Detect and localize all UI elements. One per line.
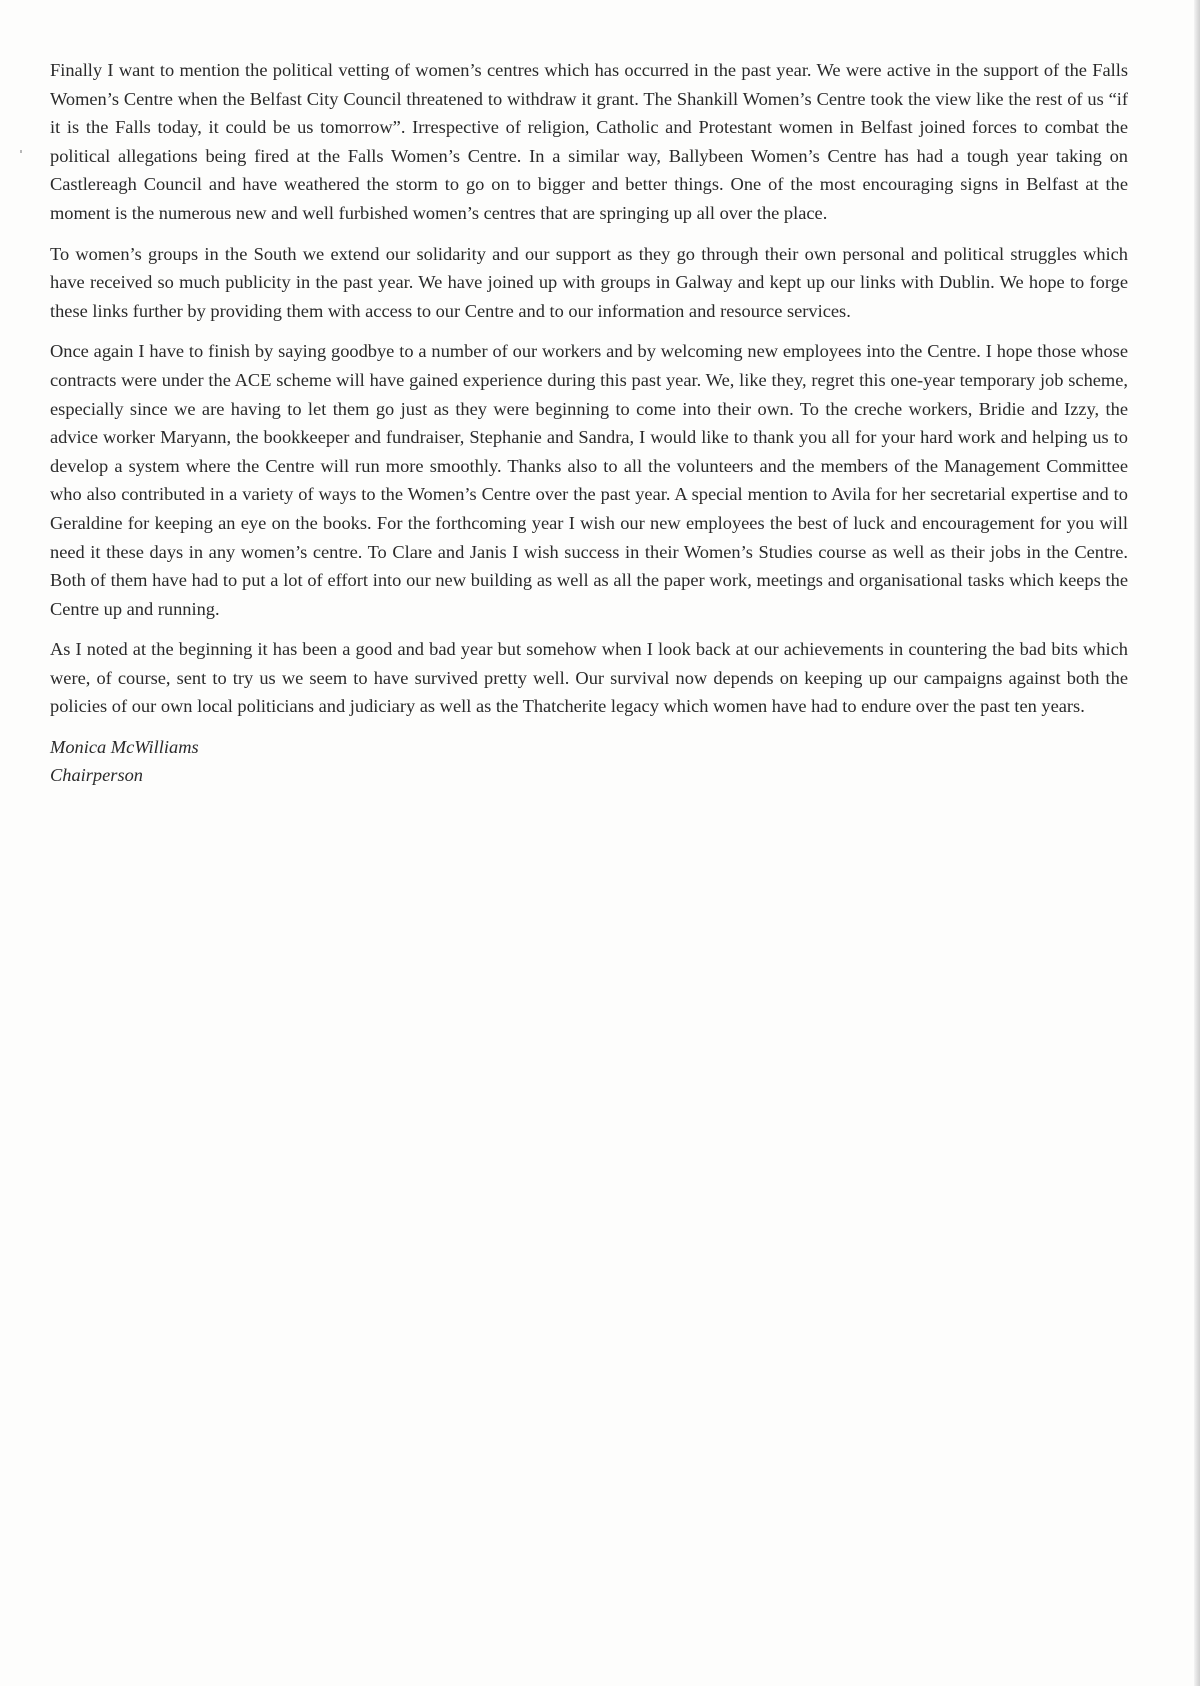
signature-role: Chairperson [50, 765, 143, 786]
paragraph-closing: As I noted at the beginning it has been a good and bad year but somehow when I look back at our achievements in countering the bad bits which were, of course, sent to try us we seem to have survived pretty well. Our survival now depends on keeping up our campaigns against both the policies of our own local politicians and judiciary as well as the Thatcherite legacy which women have had to endure over the past ten years. [50, 639, 1128, 717]
signature-name: Monica McWilliams [50, 737, 199, 758]
scan-speck [20, 150, 22, 153]
paragraph-staff-thanks: Once again I have to finish by saying goodbye to a number of our workers and by welcoming new employees into the Centre. I hope those whose contracts were under the ACE scheme will have gained experience during this past year. We, like they, regret this one-year temporary job scheme, especially since we are having to let them go just as they were beginning to come into their own. To the creche workers, Bridie and Izzy, the advice worker Maryann, the bookkeeper and fundraiser, Stephanie and Sandra, I would like to thank you all for your hard work and helping us to develop a system where the Centre will run more smoothly. Thanks also to all the volunteers and the members of the Management Committee who also contributed in a variety of ways to the Women’s Centre over the past year. A special mention to Avila for her secretarial expertise and to Geraldine for keeping an eye on the books. For the forthcoming year I wish our new employees the best of luck and encouragement for you will need it these days in any women’s centre. To Clare and Janis I wish success in their Women’s Studies course as well as their jobs in the Centre. Both of them have had to put a lot of effort into our new building as well as all the paper work, meetings and organisational tasks which keeps the Centre up and running. [50, 341, 1128, 619]
document-body [50, 56, 1128, 789]
paragraph-southern-groups: To women’s groups in the South we extend our solidarity and our support as they go through their own personal and political struggles which have received so much publicity in the past year. We have joined up with groups in Galway and kept up our links with Dublin. We hope to forge these links further by providing them with access to our Centre and to our information and resource services. [50, 243, 1128, 321]
signature-block [50, 733, 1128, 789]
paragraph-political-vetting: Finally I want to mention the political vetting of women’s centres which has occurred in the past year. We were active in the support of the Falls Women’s Centre when the Belfast City Council threatened to withdraw it grant. The Shankill Women’s Centre took the view like the rest of us “if it is the Falls today, it could be us tomorrow”. Irrespective of religion, Catholic and Protestant women in Belfast joined forces to combat the political allegations being fired at the Falls Women’s Centre. In a similar way, Ballybeen Women’s Centre has had a tough year taking on Castlereagh Council and have weathered the storm to go on to bigger and better things. One of the most encouraging signs in Belfast at the moment is the numerous new and well furbished women’s centres that are springing up all over the place. [50, 60, 1128, 223]
page-edge-shadow [1194, 0, 1200, 1686]
